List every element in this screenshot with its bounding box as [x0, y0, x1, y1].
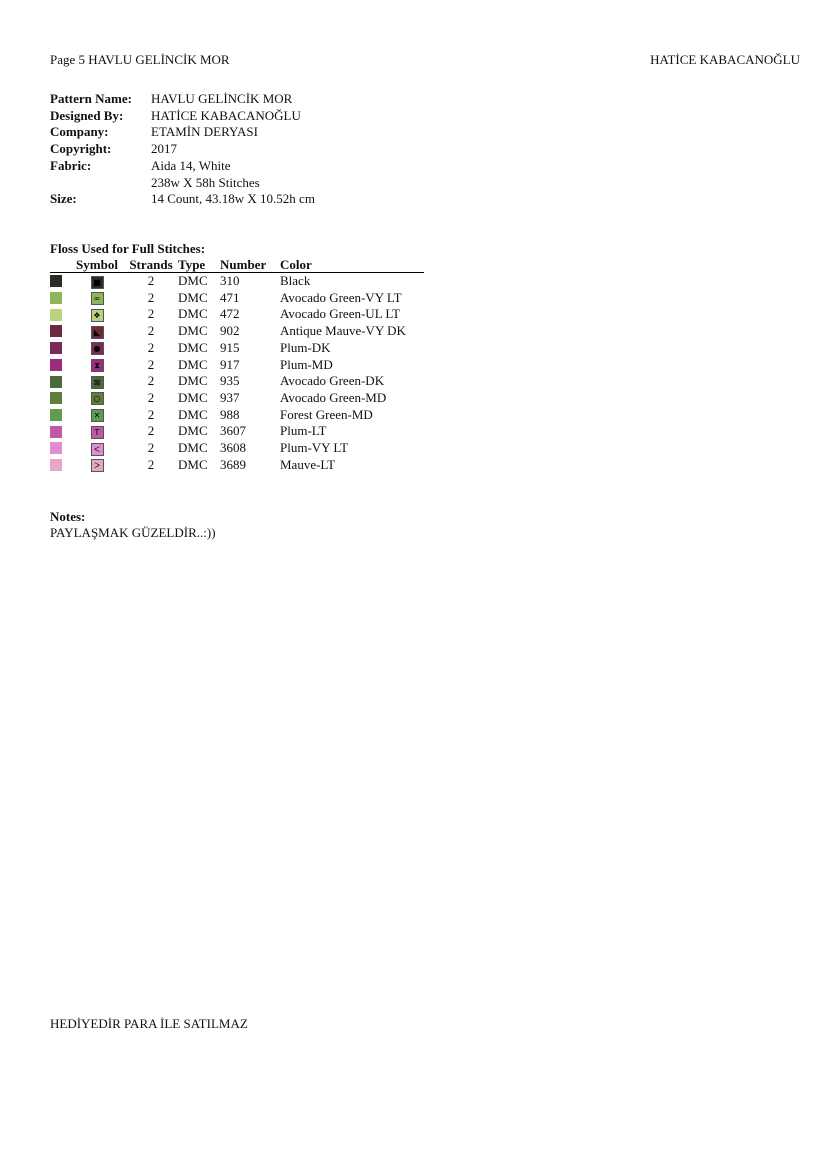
color-swatch-cell: [50, 306, 70, 323]
type-cell: DMC: [178, 273, 208, 288]
number-cell: 471: [220, 289, 240, 305]
color-swatch: [50, 376, 62, 388]
symbol-cell: [70, 407, 124, 424]
number-cell: 3607: [220, 423, 246, 439]
strands-cell: 2: [147, 389, 155, 405]
number-cell: 915: [220, 339, 240, 355]
symbol-cell: [70, 390, 124, 407]
color-header: Color: [280, 257, 424, 273]
floss-row: [50, 390, 424, 407]
symbol-cell: [70, 373, 124, 390]
type-cell: DMC: [178, 389, 208, 405]
info-label: Designed By:: [50, 107, 124, 123]
color-swatch: [50, 342, 62, 354]
type-cell: DMC: [178, 289, 208, 305]
strands-cell: 2: [147, 339, 155, 355]
info-row: [50, 191, 315, 208]
number-cell: 917: [220, 356, 240, 372]
color-swatch: [50, 442, 62, 454]
floss-row: [50, 323, 424, 340]
color-swatch-cell: [50, 273, 70, 290]
info-row: [50, 91, 315, 108]
type-cell: DMC: [178, 423, 208, 439]
strands-cell: 2: [147, 289, 155, 305]
color-name-cell: Avocado Green-UL LT: [280, 306, 401, 322]
color-swatch-cell: [50, 390, 70, 407]
symbol-cell: [70, 423, 124, 440]
type-header: Type: [178, 257, 220, 273]
strands-cell: 2: [147, 423, 155, 439]
floss-row: [50, 340, 424, 357]
type-cell: DMC: [178, 339, 208, 355]
floss-row: [50, 290, 424, 307]
symbol-cell: [70, 457, 124, 474]
floss-row: [50, 273, 424, 290]
color-swatch: [50, 325, 62, 337]
info-label: Pattern Name:: [50, 91, 132, 106]
info-value: Aida 14, White: [151, 157, 231, 173]
color-swatch-cell: [50, 323, 70, 340]
info-row: [50, 141, 315, 158]
pattern-info-table: [50, 91, 315, 208]
number-cell: 472: [220, 306, 240, 322]
color-swatch-cell: [50, 457, 70, 474]
color-swatch: [50, 392, 62, 404]
stitch-symbol-icon: ⧗: [91, 359, 104, 372]
info-value: 2017: [151, 141, 177, 157]
type-cell: DMC: [178, 306, 208, 322]
type-cell: DMC: [178, 356, 208, 372]
strands-cell: 2: [147, 306, 155, 322]
strands-cell: 2: [147, 440, 155, 456]
number-cell: 3608: [220, 440, 246, 456]
color-swatch: [50, 292, 62, 304]
info-value: 14 Count, 43.18w X 10.52h cm: [151, 191, 315, 207]
symbol-cell: [70, 290, 124, 307]
color-swatch: [50, 426, 62, 438]
symbol-cell: [70, 306, 124, 323]
info-value: 238w X 58h Stitches: [151, 174, 260, 190]
stitch-symbol-icon: ■: [91, 276, 104, 289]
type-cell: DMC: [178, 406, 208, 422]
info-label: Company:: [50, 124, 109, 140]
stitch-symbol-icon: T: [91, 426, 104, 439]
floss-row: [50, 306, 424, 323]
number-cell: 937: [220, 389, 240, 405]
strands-cell: 2: [147, 456, 155, 472]
color-name-cell: Plum-DK: [280, 339, 331, 355]
symbol-header: Symbol: [70, 257, 124, 273]
number-cell: 310: [220, 273, 240, 288]
color-name-cell: Plum-VY LT: [280, 440, 349, 456]
notes-text: PAYLAŞMAK GÜZELDİR..:)): [50, 525, 216, 540]
info-label: Copyright:: [50, 141, 112, 157]
floss-row: [50, 373, 424, 390]
floss-row: [50, 440, 424, 457]
color-swatch-cell: [50, 407, 70, 424]
stitch-symbol-icon: ❖: [91, 309, 104, 322]
strands-cell: 2: [147, 373, 155, 389]
symbol-cell: [70, 440, 124, 457]
color-name-cell: Mauve-LT: [280, 456, 336, 472]
floss-table-header: [50, 257, 424, 273]
type-cell: DMC: [178, 373, 208, 389]
info-row: [50, 108, 315, 125]
floss-row: [50, 423, 424, 440]
floss-row: [50, 457, 424, 474]
color-name-cell: Black: [280, 273, 311, 288]
color-swatch-cell: [50, 440, 70, 457]
number-cell: 902: [220, 323, 240, 339]
strands-cell: 2: [147, 406, 155, 422]
color-name-cell: Avocado Green-DK: [280, 373, 385, 389]
stitch-symbol-icon: ◣: [91, 326, 104, 339]
color-swatch-cell: [50, 290, 70, 307]
stitch-symbol-icon: ∞: [91, 292, 104, 305]
type-cell: DMC: [178, 323, 208, 339]
page-footer: HEDİYEDİR PARA İLE SATILMAZ: [50, 1016, 248, 1031]
type-cell: DMC: [178, 456, 208, 472]
notes-title: Notes:: [50, 509, 86, 524]
strands-header: Strands: [124, 257, 178, 273]
color-swatch: [50, 409, 62, 421]
floss-row: [50, 357, 424, 374]
strands-cell: 2: [147, 323, 155, 339]
info-value: ETAMİN DERYASI: [151, 124, 258, 140]
color-swatch: [50, 309, 62, 321]
page-header-author: HATİCE KABACANOĞLU: [650, 52, 800, 67]
symbol-cell: [70, 273, 124, 290]
type-cell: DMC: [178, 440, 208, 456]
page-header-title: Page 5 HAVLU GELİNCİK MOR: [50, 52, 230, 67]
color-swatch-cell: [50, 357, 70, 374]
stitch-symbol-icon: ᐸ: [91, 443, 104, 456]
number-cell: 935: [220, 373, 240, 389]
color-swatch-cell: [50, 340, 70, 357]
stitch-symbol-icon: ⊠: [91, 376, 104, 389]
stitch-symbol-icon: ᐳ: [91, 459, 104, 472]
symbol-cell: [70, 357, 124, 374]
info-label: Size:: [50, 191, 77, 207]
info-value: HAVLU GELİNCİK MOR: [151, 91, 293, 106]
info-value: HATİCE KABACANOĞLU: [151, 107, 301, 123]
floss-table: [50, 257, 424, 473]
color-swatch-cell: [50, 373, 70, 390]
color-swatch: [50, 459, 62, 471]
number-cell: 988: [220, 406, 240, 422]
color-name-cell: Antique Mauve-VY DK: [280, 323, 406, 339]
symbol-cell: [70, 340, 124, 357]
number-header: Number: [220, 257, 280, 273]
color-name-cell: Plum-MD: [280, 356, 333, 372]
strands-cell: 2: [147, 273, 155, 288]
color-name-cell: Plum-LT: [280, 423, 327, 439]
color-name-cell: Forest Green-MD: [280, 406, 373, 422]
info-row: [50, 158, 315, 175]
floss-row: [50, 407, 424, 424]
stitch-symbol-icon: ✕: [91, 409, 104, 422]
color-swatch-cell: [50, 423, 70, 440]
stitch-symbol-icon: ○: [91, 392, 104, 405]
number-cell: 3689: [220, 456, 246, 472]
info-row: [50, 175, 315, 192]
stitch-symbol-icon: ●: [91, 342, 104, 355]
swatch-header: [50, 257, 70, 273]
color-swatch: [50, 359, 62, 371]
strands-cell: 2: [147, 356, 155, 372]
color-swatch: [50, 275, 62, 287]
info-row: [50, 124, 315, 141]
info-label: [50, 175, 151, 192]
color-name-cell: Avocado Green-VY LT: [280, 289, 402, 305]
floss-section-title: Floss Used for Full Stitches:: [50, 241, 206, 256]
info-label: Fabric:: [50, 157, 92, 173]
color-name-cell: Avocado Green-MD: [280, 389, 387, 405]
symbol-cell: [70, 323, 124, 340]
